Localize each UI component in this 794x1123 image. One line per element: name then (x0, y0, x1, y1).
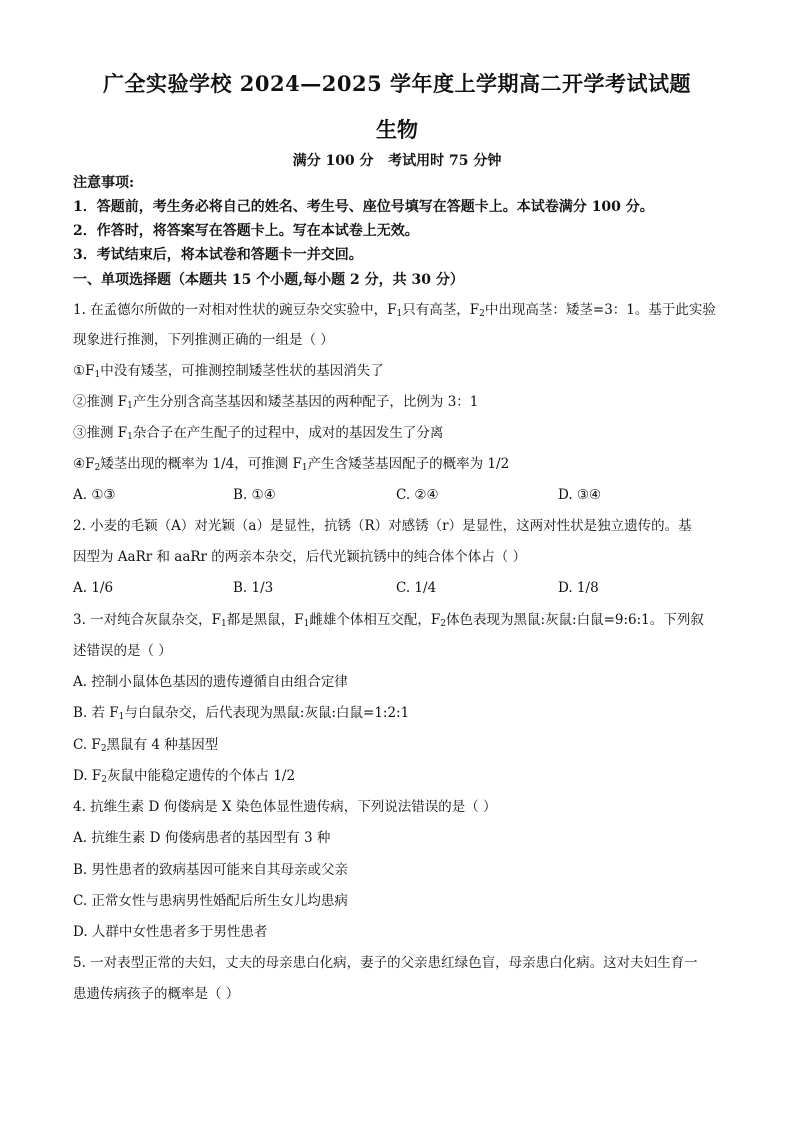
q2-option-d: D. 1/8 (558, 580, 599, 596)
q5-line-2: 患遗传病孩子的概率是（ ） (73, 986, 240, 1002)
q1-option-a: A. ①③ (73, 487, 116, 503)
notice-item-3: 3．考试结束后，将本试卷和答题卡一并交回。 (73, 247, 363, 263)
exam-meta: 满分 100 分 考试用时 75 分钟 (292, 153, 502, 169)
q1-option-d: D. ③④ (558, 487, 602, 503)
subject-title: 生物 (376, 117, 418, 142)
section-heading: 一、单项选择题（本题共 15 个小题,每小题 2 分，共 30 分） (73, 272, 464, 288)
q4-option-b: B. 男性患者的致病基因可能来自其母亲或父亲 (73, 862, 349, 878)
q3-option-a: A. 控制小鼠体色基因的遗传遵循自由组合定律 (73, 674, 348, 690)
exam-title: 广全实验学校 2024—2025 学年度上学期高二开学考试试题 (102, 71, 691, 96)
q3-line-1: 3. 一对纯合灰鼠杂交，$F_1$都是黑鼠，$F_1$雌雄个体相互交配，$F_2$体色表现为黑鼠:灰鼠:白鼠=9:6:1。下列叙 (73, 612, 704, 629)
q1-line-1: 1. 在孟德尔所做的一对相对性状的豌豆杂交实验中，$F_1$只有高茎，$F_2$中出现高茎：矮茎=3：1。基于此实验 (73, 302, 716, 319)
q1-statement-4: $④F_2$矮茎出现的概率为 1/4，可推测 $F_1$产生含矮茎基因配子的概率为 1/2 (73, 456, 510, 473)
notice-item-2: 2．作答时，将答案写在答题卡上。写在本试卷上无效。 (73, 223, 419, 239)
q1-option-c: C. ②④ (396, 487, 439, 503)
q3-option-d: D. $F_2$灰鼠中能稳定遗传的个体占 1/2 (73, 768, 296, 785)
q1-line-2: 现象进行推测，下列推测正确的一组是（ ） (73, 332, 334, 348)
q3-option-c: C. $F_2$黑鼠有 4 种基因型 (73, 737, 219, 754)
q1-statement-3: ③推测 $F_1$杂合子在产生配子的过程中，成对的基因发生了分离 (73, 425, 444, 442)
q1-option-b: B. ①④ (233, 487, 276, 503)
q4-option-d: D. 人群中女性患者多于男性患者 (73, 924, 268, 940)
q2-line-1: 2. 小麦的毛颖（A）对光颖（a）是显性，抗锈（R）对感锈（r）是显性，这两对性状是独立遗传的。基 (73, 518, 692, 534)
q1-statement-2: ②推测 $F_1$产生分别含高茎基因和矮茎基因的两种配子，比例为 3：1 (73, 394, 479, 411)
q1-statement-1: $①F_1$中没有矮茎，可推测控制矮茎性状的基因消失了 (73, 363, 384, 380)
q4-line-1: 4. 抗维生素 D 佝偻病是 X 染色体显性遗传病，下列说法错误的是（ ） (73, 799, 497, 815)
q3-line-2: 述错误的是（ ） (73, 643, 172, 659)
q5-line-1: 5. 一对表型正常的夫妇，丈夫的母亲患白化病，妻子的父亲患红绿色盲，母亲患白化病。这对夫妇生育一 (73, 955, 698, 971)
q4-option-a: A. 抗维生素 D 佝偻病患者的基因型有 3 种 (73, 830, 331, 846)
q2-line-2: 因型为 AaRr 和 aaRr 的两亲本杂交，后代光颖抗锈中的纯合体个体占（ ） (73, 549, 527, 565)
q3-option-b: B. 若 $F_1$与白鼠杂交，后代表现为黑鼠:灰鼠:白鼠=1:2:1 (73, 705, 410, 722)
notice-heading: 注意事项: (73, 175, 135, 191)
notice-item-1: 1．答题前，考生务必将自己的姓名、考生号、座位号填写在答题卡上。本试卷满分 100 分。 (73, 199, 654, 215)
q2-option-c: C. 1/4 (396, 580, 437, 596)
q4-option-c: C. 正常女性与患病男性婚配后所生女儿均患病 (73, 893, 348, 909)
q2-option-a: A. 1/6 (73, 580, 114, 596)
q2-option-b: B. 1/3 (233, 580, 274, 596)
